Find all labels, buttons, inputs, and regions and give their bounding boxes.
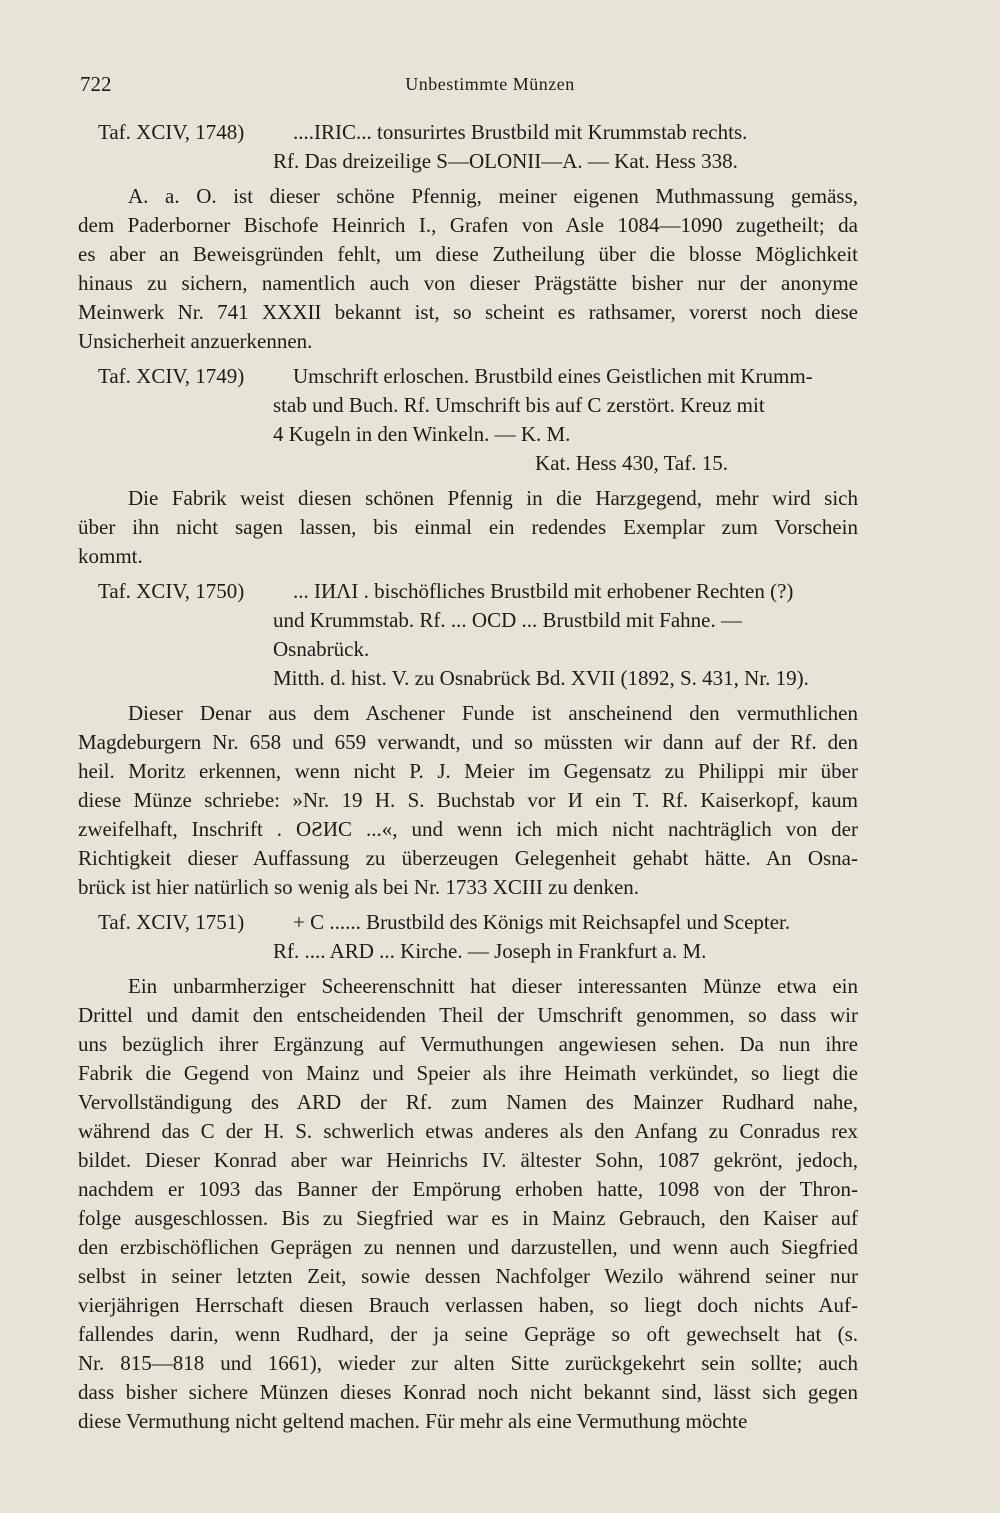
entry-continuation: und Krummstab. Rf. ... OCD ... Brustbild mit Fahne. — [273,608,742,632]
text-line: Nr. 815—818 und 1661), wieder zur alten Sitte zurückgekehrt sein sollte; auch [78,1351,858,1375]
text-line: diese Vermuthung nicht geltend machen. Für mehr als eine Vermuthung möchte [78,1409,748,1433]
catalog-entry-1750 [78,577,858,693]
catalog-entry-1748 [78,118,858,176]
catalog-entry-1751 [78,908,858,966]
catalog-entry-1749 [78,362,858,478]
text-line: folge ausgeschlossen. Bis zu Siegfried war es in Mainz Gebrauch, den Kaiser auf [78,1206,858,1230]
reference-line: Kat. Hess 430, Taf. 15. [535,451,728,475]
running-title: Unbestimmte Münzen [405,74,575,94]
text-line: Dieser Denar aus dem Aschener Funde ist anscheinend den vermuthlichen [128,701,858,725]
paragraph-3 [78,699,858,902]
text-line: den erzbischöflichen Geprägen zu nennen und darzustellen, und wenn auch Siegfried [78,1235,858,1259]
text-line: zweifelhaft, Inschrift . OƧИC ...«, und wenn ich mich nicht nachträglich von der [78,817,858,841]
entry-line [78,362,858,391]
paragraph-1 [78,182,858,356]
text-line: Ein unbarmherziger Scheerenschnitt hat dieser interessanten Münze etwa ein [128,974,858,998]
paragraph-4 [78,972,858,1436]
text-line: fallendes darin, wenn Rudhard, der ja seine Gepräge so oft gewechselt hat (s. [78,1322,858,1346]
text-line: brück ist hier natürlich so wenig als bei Nr. 1733 XCIII zu denken. [78,875,640,899]
text-line: über ihn nicht sagen lassen, bis einmal ein redendes Exemplar zum Vorschein [78,515,858,539]
text-line: nachdem er 1093 das Banner der Empörung erhoben hatte, 1098 von der Thron- [78,1177,858,1201]
paragraph-2 [78,484,858,571]
text-line: Magdeburgern Nr. 658 und 659 verwandt, und so müssten wir dann auf der Rf. den [78,730,858,754]
text-line: Drittel und damit den entscheidenden Theil der Umschrift genommen, so dass wir [78,1003,858,1027]
text-line: es aber an Beweisgründen fehlt, um diese Zutheilung über die blosse Möglichkeit [78,242,858,266]
text-line: selbst in seiner letzten Zeit, sowie dessen Nachfolger Wezilo während seiner nur [78,1264,858,1288]
text-line: Richtigkeit dieser Auffassung zu überzeugen Gelegenheit gehabt hätte. An Osna- [78,846,858,870]
entry-description: ... IИΛI . bischöfliches Brustbild mit erhobener Rechten (?) [293,579,794,603]
text-line: Die Fabrik weist diesen schönen Pfennig in die Harzgegend, mehr wird sich [128,486,858,510]
entry-continuation: stab und Buch. Rf. Umschrift bis auf C zerstört. Kreuz mit [273,393,765,417]
text-line: während das C der H. S. schwerlich etwas anderes als den Anfang zu Conradus rex [78,1119,858,1143]
text-line: kommt. [78,544,143,568]
entry-description: + C ...... Brustbild des Königs mit Reichsapfel und Scepter. [293,910,791,934]
text-line: uns bezüglich ihrer Ergänzung auf Vermuthungen angewiesen sehen. Da nun ihre [78,1032,858,1056]
page-number: 722 [80,72,112,96]
text-line: Unsicherheit anzuerkennen. [78,329,313,353]
page-body [78,118,858,1436]
text-line: hinaus zu sichern, namentlich auch von dieser Prägstätte bisher nur der anonyme [78,271,858,295]
entry-continuation: Osnabrück. [273,637,370,661]
plate-reference: Taf. XCIV, 1750) [98,579,245,603]
plate-reference: Taf. XCIV, 1749) [98,364,245,388]
text-line: diese Münze schriebe: »Nr. 19 H. S. Buchstab vor И ein T. Rf. Kaiserkopf, kaum [78,788,858,812]
entry-line [78,577,858,606]
text-line: dem Paderborner Bischofe Heinrich I., Grafen von Asle 1084—1090 zugetheilt; da [78,213,858,237]
text-line: dass bisher sichere Münzen dieses Konrad noch nicht bekannt sind, lässt sich gegen [78,1380,858,1404]
text-line: Fabrik die Gegend von Mainz und Speier als ihre Heimath verkündet, so liegt die [78,1061,858,1085]
entry-continuation: 4 Kugeln in den Winkeln. — K. M. [273,422,571,446]
entry-description: ....IRIC... tonsurirtes Brustbild mit Krummstab rechts. [293,120,748,144]
entry-description: Umschrift erloschen. Brustbild eines Geistlichen mit Krumm- [293,364,813,388]
entry-continuation: Mitth. d. hist. V. zu Osnabrück Bd. XVII (1892, S. 431, Nr. 19). [273,666,809,690]
text-line: A. a. O. ist dieser schöne Pfennig, meiner eigenen Muthmassung gemäss, [128,184,858,208]
entry-line [78,118,858,147]
text-line: heil. Moritz erkennen, wenn nicht P. J. Meier im Gegensatz zu Philippi mir über [78,759,858,783]
text-line: vierjährigen Herrschaft diesen Brauch verlassen haben, so liegt doch nichts Auf- [78,1293,858,1317]
plate-reference: Taf. XCIV, 1748) [98,120,245,144]
entry-continuation: Rf. Das dreizeilige S—OLONII—A. — Kat. Hess 338. [273,149,738,173]
text-line: Meinwerk Nr. 741 XXXII bekannt ist, so scheint es rathsamer, vorerst noch diese [78,300,858,324]
plate-reference: Taf. XCIV, 1751) [98,910,245,934]
entry-continuation: Rf. .... ARD ... Kirche. — Joseph in Frankfurt a. M. [273,939,707,963]
text-line: bildet. Dieser Konrad aber war Heinrichs IV. ältester Sohn, 1087 gekrönt, jedoch, [78,1148,858,1172]
text-line: Vervollständigung des ARD der Rf. zum Namen des Mainzer Rudhard nahe, [78,1090,858,1114]
page-header [80,72,900,102]
entry-line [78,908,858,937]
